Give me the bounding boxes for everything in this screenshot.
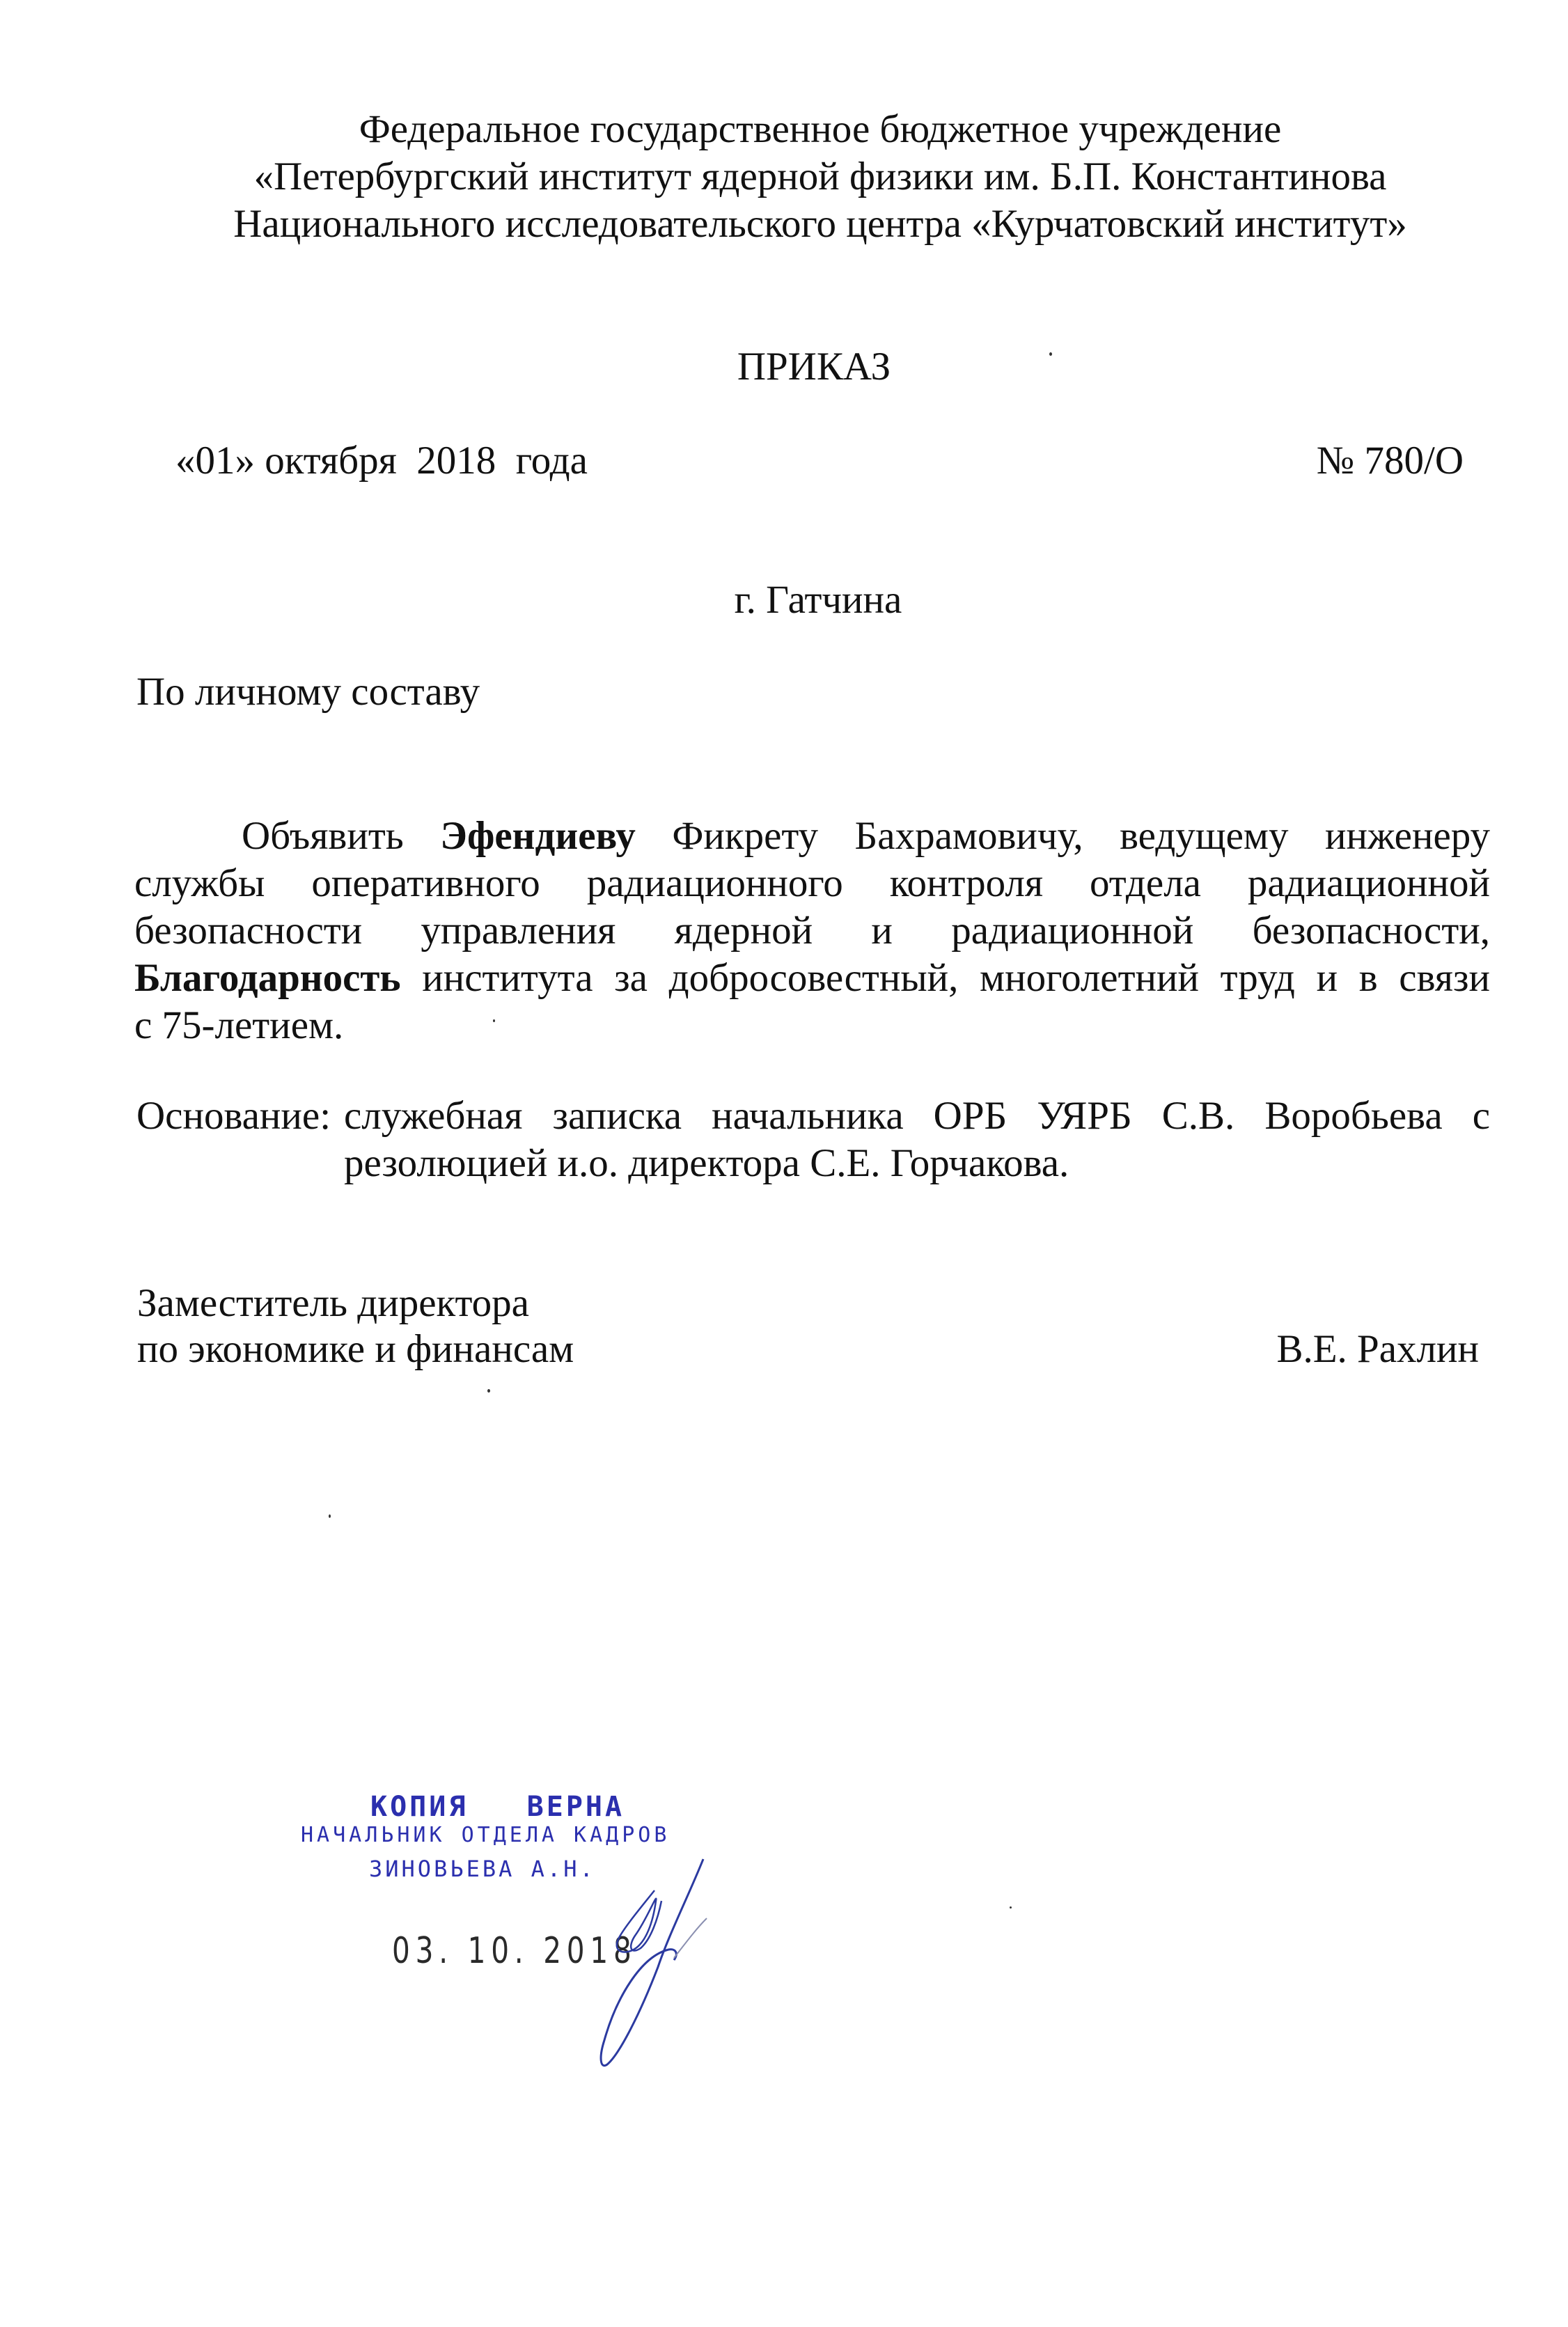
employee-surname: Эфендиеву: [440, 814, 636, 858]
body-line: [242, 813, 1490, 860]
document-number: № 780/О: [1316, 439, 1464, 483]
document-city: г. Гатчина: [734, 578, 902, 622]
institution-line-2: «Петербургский институт ядерной физики им. Б.П. Константинова: [253, 155, 1387, 198]
body-text: Фикрету Бахрамовичу, ведущему инженеру: [635, 814, 1490, 858]
scan-speck: [487, 1389, 490, 1393]
body-line: [134, 907, 1490, 955]
basis-line-2: резолюцией и.о. директора С.Е. Горчакова.: [344, 1141, 1069, 1185]
signature: [592, 1852, 717, 2075]
document-subject: По личному составу: [136, 670, 480, 714]
body-text: с 75-летием.: [134, 1003, 344, 1047]
body-text: Объявить: [242, 814, 441, 858]
body-line: [134, 955, 1490, 1002]
basis-label: Основание:: [136, 1094, 331, 1138]
body-text: службы оперативного радиационного контроля отдела радиационной: [134, 861, 1490, 905]
stamp-line-3: ЗИНОВЬЕВА А.Н.: [369, 1856, 596, 1882]
certification-date: 03. 10. 2018: [392, 1930, 637, 1972]
body-line: [134, 1002, 343, 1049]
signatory-title-line-2: по экономике и финансам: [137, 1327, 574, 1371]
body-line: [134, 860, 1490, 907]
scan-speck: [329, 1514, 331, 1518]
stamp-line-2: НАЧАЛЬНИК ОТДЕЛА КАДРОВ: [301, 1823, 671, 1847]
stamp-line-1: КОПИЯ ВЕРНА: [370, 1791, 625, 1823]
institution-line-3: Национального исследовательского центра «Курчатовский институт»: [233, 202, 1407, 246]
signatory-name: В.Е. Рахлин: [1276, 1327, 1479, 1371]
scan-speck: [1010, 1906, 1012, 1909]
gratitude-word: Благодарность: [134, 956, 401, 1000]
body-text: безопасности управления ядерной и радиационной безопасности,: [134, 909, 1490, 953]
scan-speck: [493, 1019, 495, 1022]
basis-line-1: служебная записка начальника ОРБ УЯРБ С.В. Воробьева с: [344, 1094, 1490, 1138]
scan-speck: [1049, 352, 1052, 356]
signatory-title-line-1: Заместитель директора: [137, 1281, 529, 1325]
institution-line-1: Федеральное государственное бюджетное учреждение: [359, 107, 1282, 151]
body-text: института за добросовестный, многолетний труд и в связи: [400, 956, 1490, 1000]
document-date: «01» октября 2018 года: [175, 439, 588, 483]
document-type: ПРИКАЗ: [737, 345, 891, 389]
